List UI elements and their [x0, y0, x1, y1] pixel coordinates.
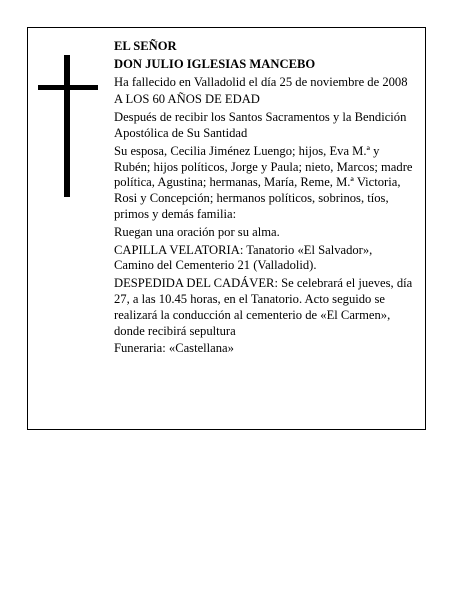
sacraments-statement: Después de recibir los Santos Sacramentos y la Bendición Apostólica de Su Santidad — [114, 110, 407, 140]
farewell-info: DESPEDIDA DEL CADÁVER: Se celebrará el jueves, día 27, a las 10.45 horas, en el Tanatorio. Acto seguido se realizará la conducción al cementerio de «El Carmen», donde recibirá sepultura — [114, 276, 413, 338]
cross-horizontal-bar — [38, 85, 98, 90]
age-statement: A LOS 60 AÑOS DE EDAD — [114, 92, 260, 107]
funeral-home: Funeraria: «Castellana» — [114, 341, 234, 356]
family-list: Su esposa, Cecilia Jiménez Luengo; hijos, Eva M.ª y Rubén; hijos políticos, Jorge y Paula; nieto, Marcos; madre política, Agustina; hermanas, María, Reme, M.ª Victoria, Rosi y Concepción; hermanos políticos, sobrinos, tíos, primos y demás familia: — [114, 143, 413, 221]
death-statement: Ha fallecido en Valladolid el día 25 de noviembre de 2008 — [114, 74, 408, 89]
deceased-name: DON JULIO IGLESIAS MANCEBO — [114, 56, 316, 71]
chapel-info: CAPILLA VELATORIA: Tanatorio «El Salvador», Camino del Cementerio 21 (Valladolid). — [114, 242, 373, 273]
cross-vertical-bar — [64, 55, 70, 197]
cross-icon — [38, 55, 98, 197]
notice-title: EL SEÑOR — [114, 39, 177, 53]
obituary-text — [114, 39, 414, 359]
prayer-request: Ruegan una oración por su alma. — [114, 224, 280, 239]
